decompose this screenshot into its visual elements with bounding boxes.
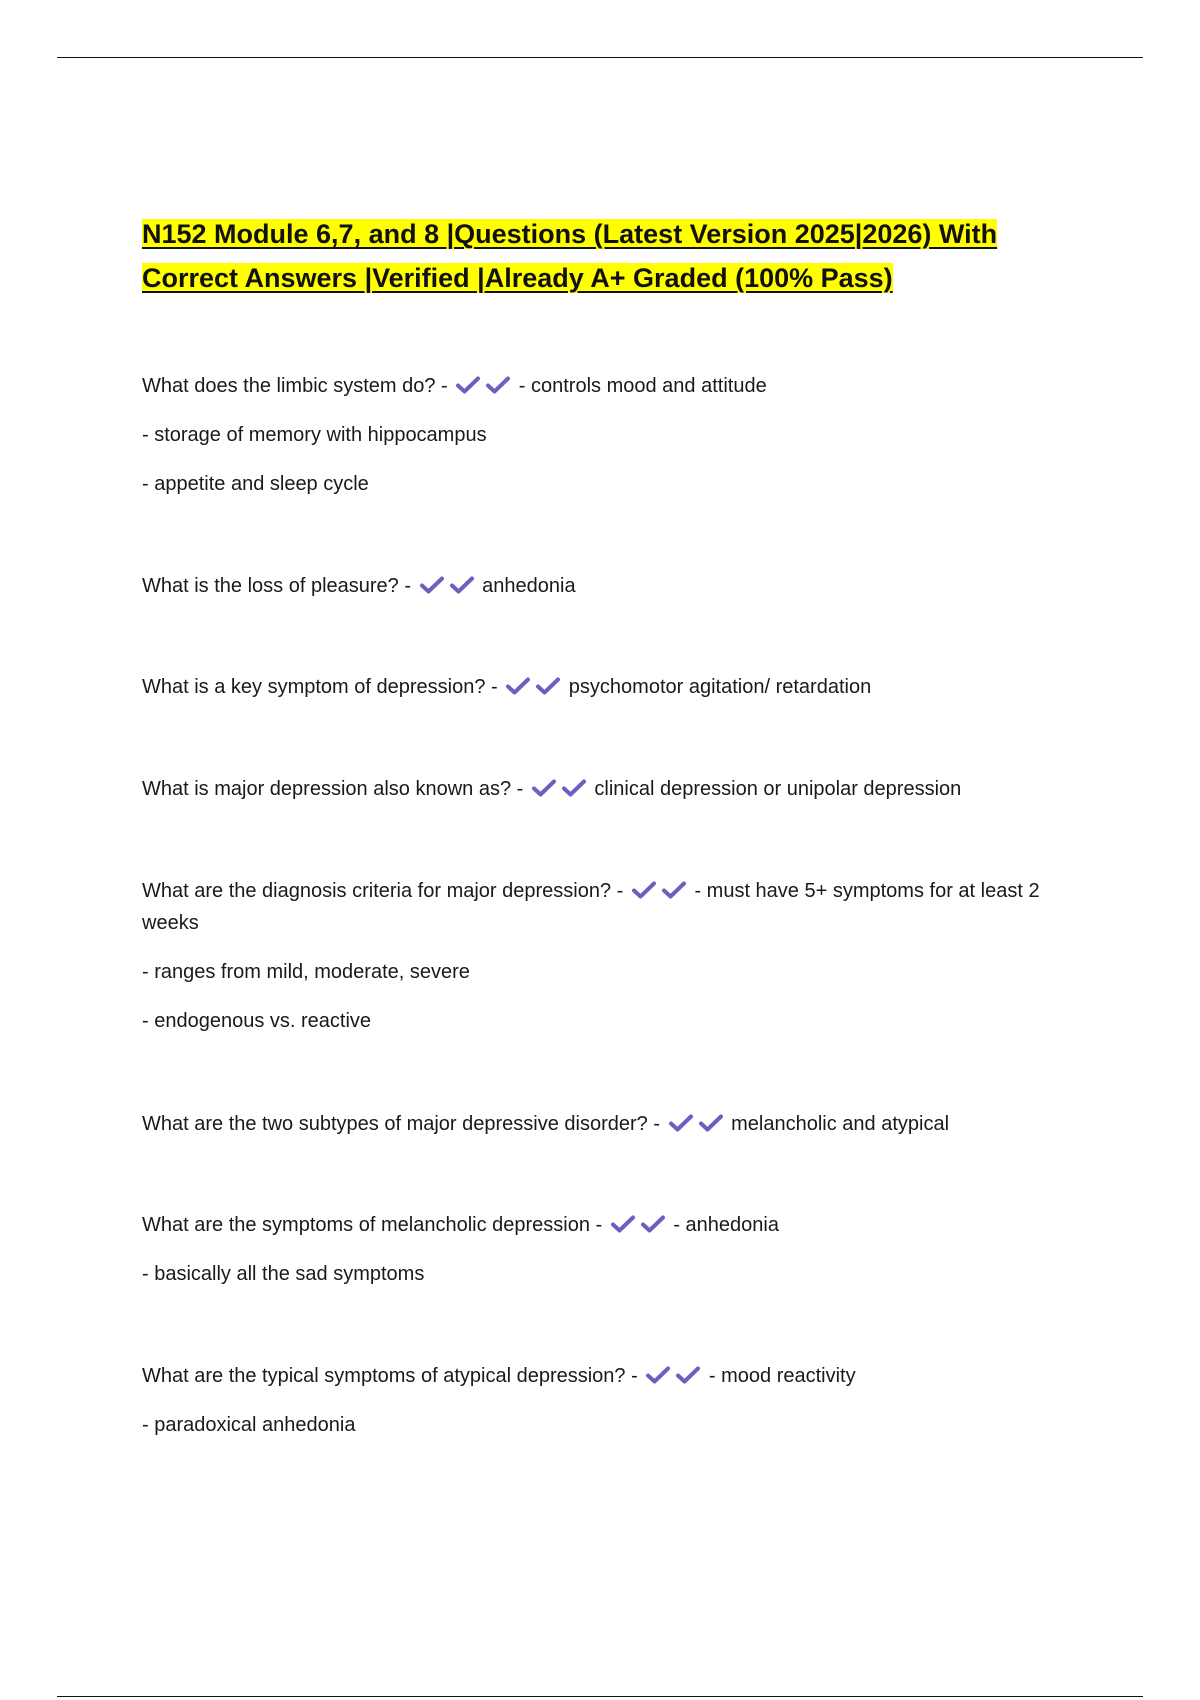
answer-text: melancholic and atypical [725, 1113, 950, 1135]
question-text: What are the two subtypes of major depressive disorder? - [142, 1113, 666, 1135]
qa-item [142, 1360, 1062, 1458]
question-text: What does the limbic system do? - [142, 375, 454, 397]
qa-question-line [142, 370, 1062, 402]
question-text: What is the loss of pleasure? - [142, 575, 417, 597]
check-icon [535, 677, 561, 695]
answer-text: - anhedonia [667, 1214, 779, 1236]
answer-detail-line: - storage of memory with hippocampus [142, 424, 487, 446]
qa-item [142, 370, 1062, 517]
question-text: What is a key symptom of depression? - [142, 676, 504, 698]
qa-item [142, 875, 1062, 1054]
answer-text: anhedonia [476, 575, 576, 597]
qa-question-line [142, 1108, 1062, 1140]
answer-detail-line: - paradoxical anhedonia [142, 1414, 356, 1436]
answer-text: - must have 5+ symptoms for at least 2 weeks [142, 880, 1040, 934]
check-icon [449, 576, 475, 594]
answer-text: psychomotor agitation/ retardation [563, 676, 872, 698]
check-icon [631, 881, 657, 899]
answer-detail-line: - basically all the sad symptoms [142, 1263, 425, 1285]
answer-detail-line: - endogenous vs. reactive [142, 1010, 372, 1032]
check-icon [610, 1215, 636, 1233]
answer-text: - controls mood and attitude [513, 375, 767, 397]
qa-item [142, 1108, 1062, 1157]
question-text: What are the symptoms of melancholic depression - [142, 1214, 608, 1236]
top-rule [57, 57, 1143, 58]
check-icon [645, 1366, 671, 1384]
answer-detail-line: - ranges from mild, moderate, severe [142, 961, 470, 983]
answer-text: clinical depression or unipolar depression [588, 778, 962, 800]
qa-item [142, 570, 1062, 619]
title-highlight: N152 Module 6,7, and 8 |Questions (Latest Version 2025|2026) With Correct Answers |Verified |Already A+ Graded (100% Pass) [142, 219, 998, 293]
qa-question-line [142, 875, 1062, 939]
qa-item [142, 671, 1062, 720]
qa-question-line [142, 1209, 1062, 1241]
check-icon [640, 1215, 666, 1233]
answer-detail-line: - appetite and sleep cycle [142, 473, 369, 495]
qa-item [142, 773, 1062, 822]
check-icon [485, 376, 511, 394]
check-icon [419, 576, 445, 594]
check-icon [561, 779, 587, 797]
qa-question-line [142, 1360, 1062, 1392]
qa-question-line [142, 773, 1062, 805]
qa-question-line [142, 671, 1062, 703]
check-icon [661, 881, 687, 899]
check-icon [531, 779, 557, 797]
document-title [142, 212, 1082, 300]
check-icon [698, 1114, 724, 1132]
question-text: What are the typical symptoms of atypical depression? - [142, 1365, 644, 1387]
check-icon [675, 1366, 701, 1384]
qa-question-line [142, 570, 1062, 602]
check-icon [455, 376, 481, 394]
check-icon [668, 1114, 694, 1132]
qa-item [142, 1209, 1062, 1307]
question-text: What is major depression also known as? - [142, 778, 529, 800]
answer-text: - mood reactivity [703, 1365, 856, 1387]
question-text: What are the diagnosis criteria for major depression? - [142, 880, 629, 902]
check-icon [505, 677, 531, 695]
bottom-rule [57, 1696, 1143, 1697]
